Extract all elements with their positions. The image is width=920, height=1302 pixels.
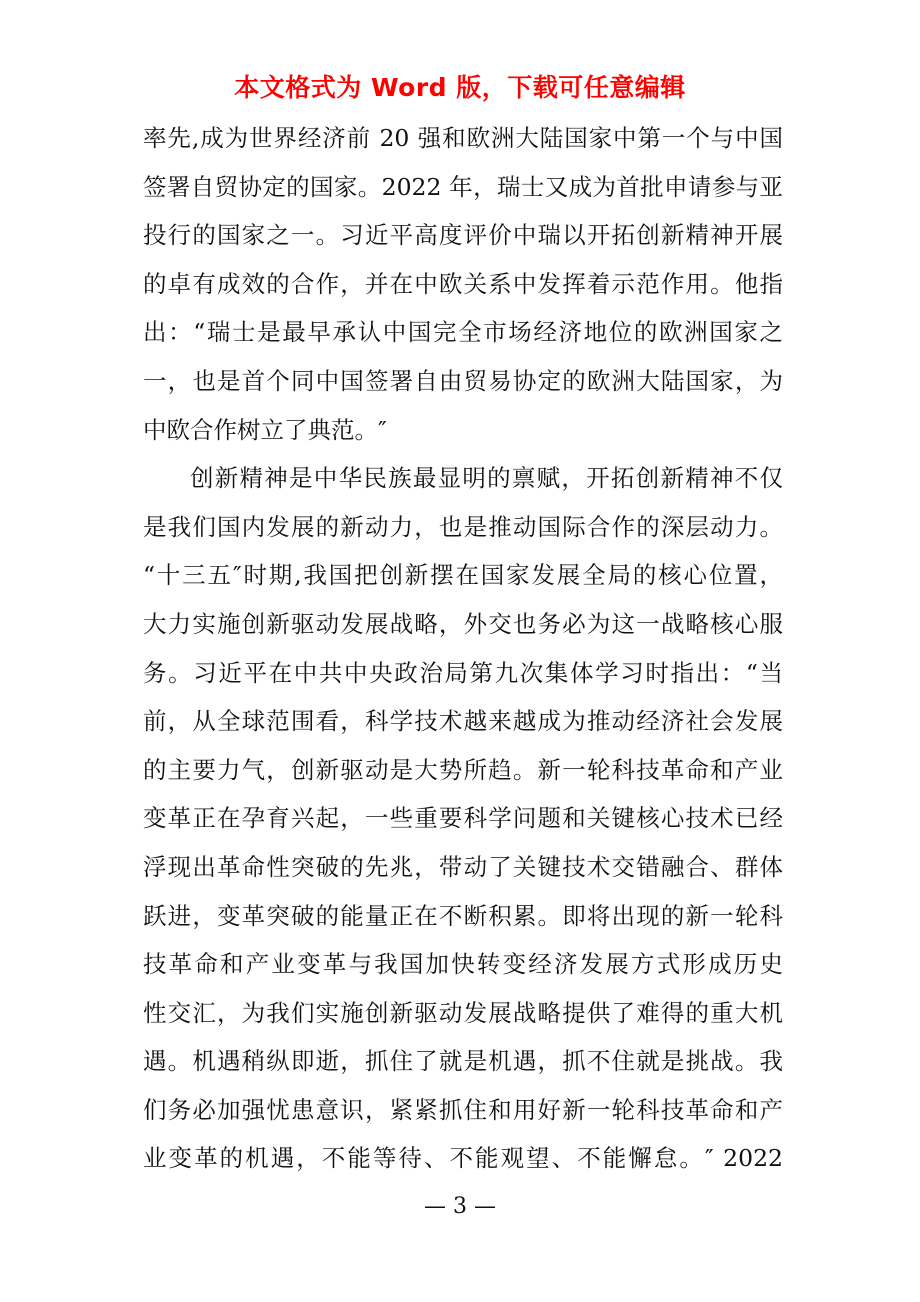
text-line: 们务必加强忧患意识，紧紧抓住和用好新一轮科技革命和产 xyxy=(143,1095,783,1124)
paragraph-2 xyxy=(143,454,783,1183)
paragraph-1 xyxy=(143,114,783,454)
document-body xyxy=(143,114,783,1183)
text-line: 业变革的机遇，不能等待、不能观望、不能懈怠。″ 2022 xyxy=(143,1144,783,1173)
word-format-banner: 本文格式为 Word 版，下载可任意编辑 xyxy=(234,73,686,102)
text-line: 的卓有成效的合作，并在中欧关系中发挥着示范作用。他指 xyxy=(143,269,783,298)
text-line: 中欧合作树立了典范。″ xyxy=(143,415,387,444)
text-line: 是我们国内发展的新动力，也是推动国际合作的深层动力。 xyxy=(143,512,783,541)
text-line: 技革命和产业变革与我国加快转变经济发展方式形成历史 xyxy=(143,950,783,979)
text-line: 率先,成为世界经济前 20 强和欧洲大陆国家中第一个与中国 xyxy=(143,124,783,152)
text-line: 浮现出革命性突破的先兆，带动了关键技术交错融合、群体 xyxy=(143,852,783,881)
text-line: 跃进，变革突破的能量正在不断积累。即将出现的新一轮科 xyxy=(143,901,783,930)
text-line: 变革正在孕育兴起，一些重要科学问题和关键核心技术已经 xyxy=(143,804,783,833)
text-line: 遇。机遇稍纵即逝，抓住了就是机遇，抓不住就是挑战。我 xyxy=(143,1047,783,1076)
text-line: 前，从全球范围看，科学技术越来越成为推动经济社会发展 xyxy=(143,707,783,736)
text-line: 出：“瑞士是最早承认中国完全市场经济地位的欧洲国家之 xyxy=(143,318,783,347)
text-line: 务。习近平在中共中央政治局第九次集体学习时指出：“当 xyxy=(143,658,783,687)
text-line: 创新精神是中华民族最显明的禀赋，开拓创新精神不仅 xyxy=(190,464,783,493)
text-line: 的主要力气，创新驱动是大势所趋。新一轮科技革命和产业 xyxy=(143,755,783,784)
text-line: 大力实施创新驱动发展战略，外交也务必为这一战略核心服 xyxy=(143,609,783,638)
page-number: — 3 — xyxy=(424,1194,496,1219)
text-line: 性交汇，为我们实施创新驱动发展战略提供了难得的重大机 xyxy=(143,998,783,1027)
text-line: 签署自贸协定的国家。2022 年，瑞士又成为首批申请参与亚 xyxy=(143,172,783,201)
text-line: “十三五″时期,我国把创新摆在国家发展全局的核心位置， xyxy=(143,561,783,590)
text-line: 投行的国家之一。习近平高度评价中瑞以开拓创新精神开展 xyxy=(143,221,783,250)
text-line: 一，也是首个同中国签署自由贸易协定的欧洲大陆国家，为 xyxy=(143,366,783,395)
